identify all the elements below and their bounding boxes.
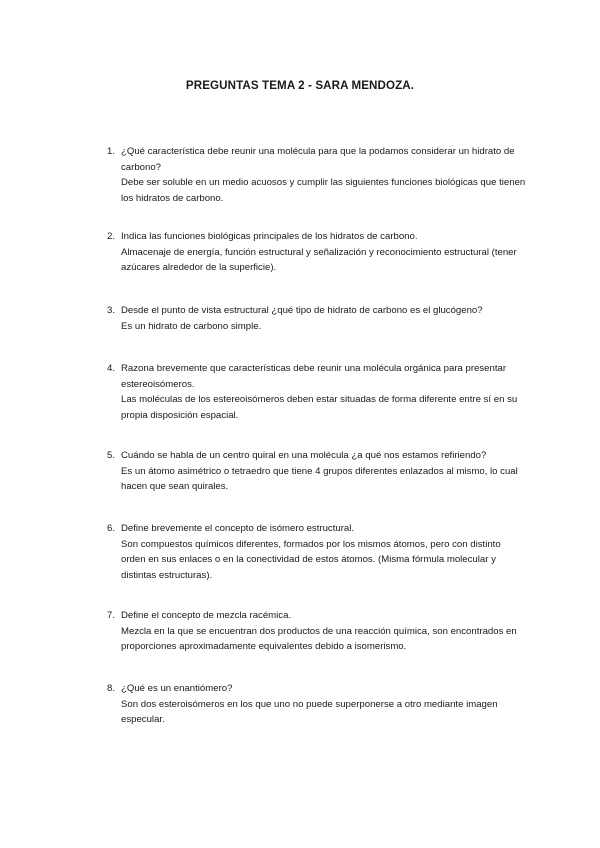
answer-text: Son compuestos químicos diferentes, formados por los mismos átomos, pero con distinto orden en sus enlaces o en la conectividad de estos átomos. (Misma fórmula molecular y distintas estructuras). bbox=[121, 538, 501, 582]
question-text: Define brevemente el concepto de isómero estructural. bbox=[121, 523, 355, 534]
question-item-6 bbox=[107, 521, 527, 584]
question-item-7 bbox=[107, 608, 527, 655]
answer-text: Es un hidrato de carbono simple. bbox=[121, 320, 262, 332]
question-number: 5. bbox=[107, 450, 116, 461]
question-text: ¿Qué es un enantiómero? bbox=[121, 683, 233, 694]
answer-text: Las moléculas de los estereoisómeros deben estar situadas de forma diferente entre sí en su propia disposición espacial. bbox=[121, 394, 518, 422]
question-number: 4. bbox=[107, 363, 116, 374]
question-text: ¿Qué característica debe reunir una molécula para que la podamos considerar un hidrato de carbono? bbox=[121, 146, 515, 173]
answer-text: Almacenaje de energía, función estructural y señalización y reconocimiento estructural (tener azúcares alrededor de la superficie). bbox=[121, 246, 517, 274]
answer-text: Son dos esteroisómeros en los que uno no puede superponerse a otro mediante imagen especular. bbox=[121, 698, 498, 726]
question-number: 8. bbox=[107, 683, 116, 694]
question-number: 2. bbox=[107, 231, 116, 242]
question-number: 3. bbox=[107, 305, 116, 316]
question-number: 7. bbox=[107, 610, 116, 621]
question-text: Define el concepto de mezcla racémica. bbox=[121, 610, 292, 621]
question-number: 1. bbox=[107, 146, 116, 157]
question-number: 6. bbox=[107, 523, 116, 534]
question-text: Desde el punto de vista estructural ¿qué tipo de hidrato de carbono es el glucógeno? bbox=[121, 305, 483, 316]
question-item-5 bbox=[107, 448, 527, 495]
question-item-4 bbox=[107, 361, 527, 424]
answer-text: Debe ser soluble en un medio acuosos y cumplir las siguientes funciones biológicas que tienen los hidratos de carbono. bbox=[121, 177, 526, 205]
question-item-2 bbox=[107, 229, 527, 276]
answer-text: Mezcla en la que se encuentran dos productos de una reacción química, son encontrados en proporciones aproximadamente equivalentes debido a isomerismo. bbox=[121, 625, 517, 653]
answer-text: Es un átomo asimétrico o tetraedro que tiene 4 grupos diferentes enlazados al mismo, lo cual hacen que sean quirales. bbox=[121, 465, 518, 493]
question-item-3 bbox=[107, 303, 527, 334]
question-item-1 bbox=[107, 144, 527, 207]
question-text: Indica las funciones biológicas principales de los hidratos de carbono. bbox=[121, 231, 418, 242]
document-title: PREGUNTAS TEMA 2 - SARA MENDOZA. bbox=[185, 79, 415, 92]
question-text: Cuándo se habla de un centro quiral en una molécula ¿a qué nos estamos refiriendo? bbox=[121, 450, 487, 461]
question-item-8 bbox=[107, 681, 527, 728]
question-text: Razona brevemente que características debe reunir una molécula orgánica para presentar estereoisómeros. bbox=[121, 363, 507, 390]
